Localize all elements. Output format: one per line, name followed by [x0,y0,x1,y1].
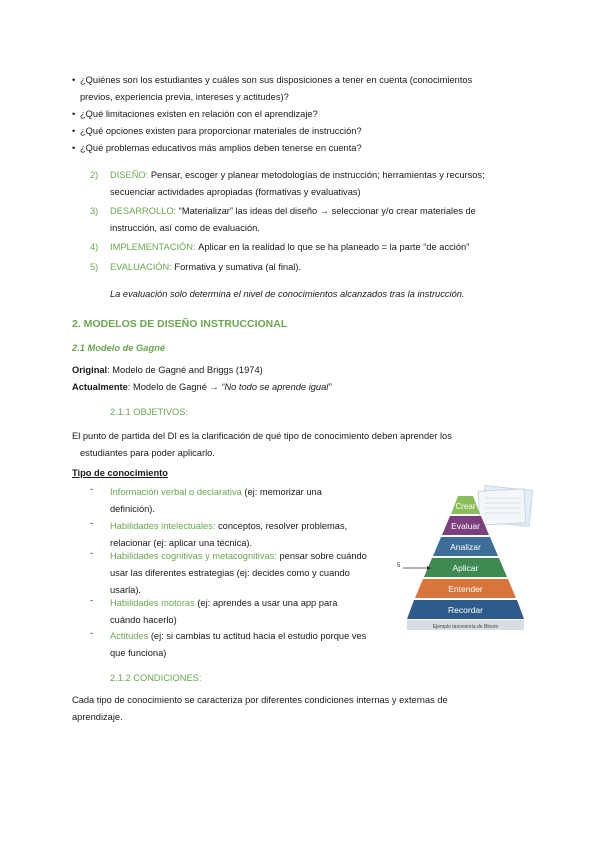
bloom-pyramid-image [395,484,535,634]
actual-line: Actualmente: Modelo de Gagné → “No todo se aprende igual” [72,382,332,392]
phase-label: EVALUACIÓN: [110,262,172,272]
dash-marker: - [90,595,94,605]
dash-marker: - [90,518,94,528]
evaluation-note: La evaluación solo determina el nivel de conocimientos alcanzados tras la instrucción. [110,289,465,299]
bullet-icon: • [72,75,76,85]
phase-item: 4) IMPLEMENTACIÓN: Aplicar en la realidad lo que se ha planeado = la parte “de acción” [90,242,470,252]
pyramid-label: Analizar [450,542,481,552]
dash-marker: - [90,548,94,558]
knowledge-item: Habilidades motoras (ej: aprendes a usar una app para cuándo hacerlo) [110,598,338,625]
bullet-icon: • [72,126,76,136]
pyramid-label: Crear [455,502,476,511]
subsection-title: 2.1 Modelo de Gagné [72,343,165,353]
original-line: Original: Modelo de Gagné and Briggs (1974) [72,365,263,375]
dash-marker: - [90,484,94,494]
knowledge-item: Habilidades cognitivas y metacognitivas: pensar sobre cuándo usar las diferentes estrategias (ej: decides como y cuando usarla). [110,551,367,595]
phase-item: 5) EVALUACIÓN: Formativa y sumativa (al final). [90,262,301,272]
condiciones-text-line: aprendizaje. [72,712,123,722]
pyramid-label: Recordar [448,605,483,615]
dash-marker: - [90,628,94,638]
pyramid-caption: Ejemplo taxonomía de Bloom [432,624,499,630]
condiciones-title: 2.1.2 CONDICIONES: [110,673,202,683]
knowledge-item: Actitudes (ej: si cambias tu actitud hacia el estudio porque ves que funciona) [110,631,367,658]
objetivos-text-line: estudiantes para poder aplicarlo. [80,448,215,458]
phase-item: 3) DESARROLLO: “Materializar” las ideas del diseño → seleccionar y/o crear materiales de [90,206,476,216]
question-item: • ¿Qué opciones existen para proporcionar materiales de instrucción? [72,123,532,140]
bullet-icon: • [72,109,76,119]
objetivos-text-line: El punto de partida del DI es la clarificación de qué tipo de conocimiento deben aprender los [72,431,452,441]
knowledge-item: Información verbal o declarativa (ej: memorizar una definición). [110,487,322,514]
arrow-label: 5 [397,563,401,569]
condiciones-text-line: Cada tipo de conocimiento se caracteriza por diferentes condiciones internas y externas de [72,695,448,705]
pyramid-label: Entender [448,584,483,594]
phase-continuation: secuenciar actividades apropiadas (formativas y evaluativas) [110,187,361,197]
question-item: • ¿Qué problemas educativos más amplios deben tenerse en cuenta? [72,140,532,157]
phase-continuation: instrucción, así como de evaluación. [110,223,260,233]
question-item: • ¿Quiénes son los estudiantes y cuáles son sus disposiciones a tener en cuenta (conocimientos [72,72,532,89]
tipo-title: Tipo de conocimiento [72,468,168,478]
paper-decoration [478,489,526,525]
section-title: 2. MODELOS DE DISEÑO INSTRUCCIONAL [72,318,288,330]
pyramid-label: Evaluar [451,521,480,531]
phase-label: DESARROLLO: [110,206,177,216]
question-continuation: previos, experiencia previa, intereses y actitudes)? [80,92,289,102]
phase-label: DISEÑO: [110,170,149,180]
pyramid-label: Aplicar [452,563,479,573]
phase-label: IMPLEMENTACIÓN: [110,242,196,252]
knowledge-item: Habilidades intelectuales: conceptos, resolver problemas, relacionar (ej: aplicar una técnica). [110,521,348,548]
question-item: • ¿Qué limitaciones existen en relación con el aprendizaje? [72,106,532,123]
objetivos-title: 2.1.1 OBJETIVOS: [110,407,189,417]
bullet-icon: • [72,143,76,153]
phase-item: 2) DISEÑO: Pensar, escoger y planear metodologías de instrucción; herramientas y recursos; [90,170,485,180]
